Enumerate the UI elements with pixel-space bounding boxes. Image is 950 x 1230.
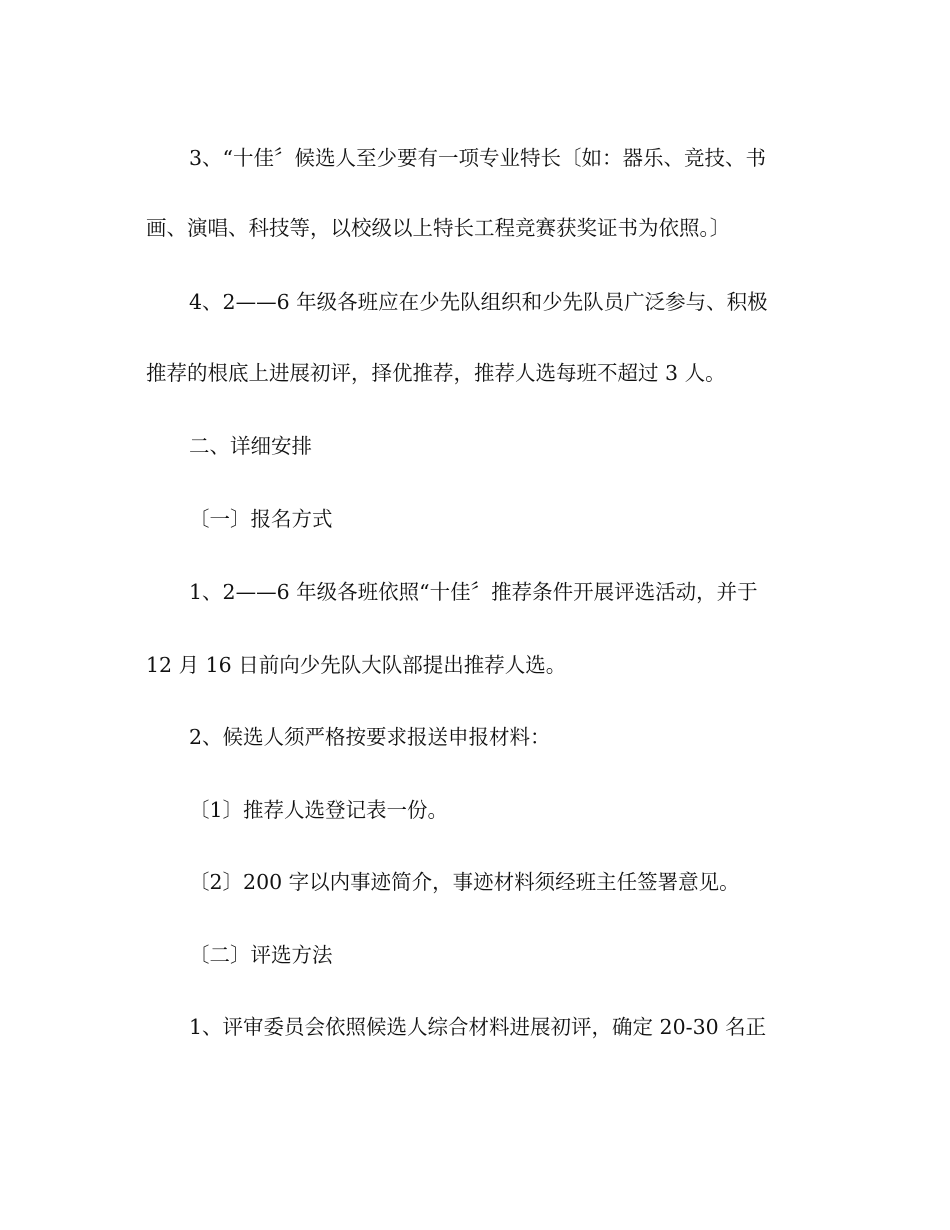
paragraph-criterion-3-line-1: 3、“十佳〞候选人至少要有一项专业特长〔如：器乐、竞技、书 (189, 146, 767, 170)
paragraph-criterion-4-line-1: 4、2——6 年级各班应在少先队组织和少先队员广泛参与、积极 (189, 290, 768, 314)
paragraph-criterion-3-line-2: 画、演唱、科技等，以校级以上特长工程竞赛获奖证书为依照。〕 (146, 216, 731, 240)
list-item-material-1: 〔1〕推荐人选登记表一份。 (189, 798, 449, 822)
paragraph-registration-1-line-2: 12 月 16 日前向少先队大队部提出推荐人选。 (146, 653, 567, 677)
list-item-material-2: 〔2〕200 字以内事迹简介，事迹材料须经班主任签署意见。 (189, 870, 740, 894)
subsection-heading-registration: 〔一〕报名方式 (189, 507, 333, 531)
paragraph-registration-2: 2、候选人须严格按要求报送申报材料： (189, 725, 551, 749)
paragraph-registration-1-line-1: 1、2——6 年级各班依照“十佳〞推荐条件开展评选活动，并于 (189, 580, 758, 604)
paragraph-selection-1-line-1: 1、评审委员会依照候选人综合材料进展初评，确定 20-30 名正 (189, 1015, 767, 1039)
paragraph-criterion-4-line-2: 推荐的根底上进展初评，择优推荐，推荐人选每班不超过 3 人。 (146, 361, 726, 385)
section-heading-detailed-arrangement: 二、详细安排 (189, 434, 312, 458)
subsection-heading-selection-method: 〔二〕评选方法 (189, 943, 333, 967)
